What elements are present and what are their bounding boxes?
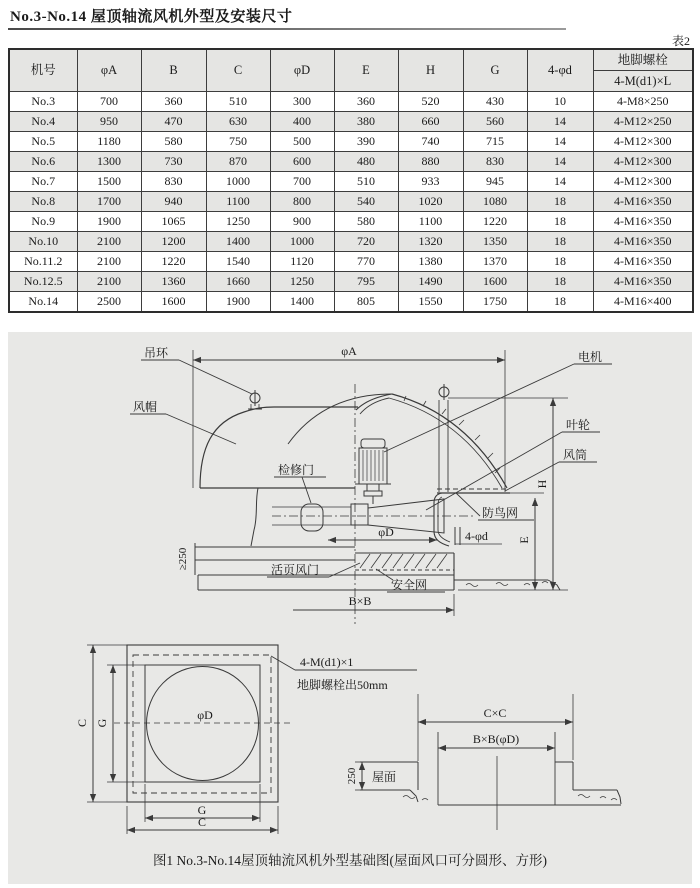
col-header: φD — [270, 49, 334, 92]
table-cell: 4-M16×400 — [593, 292, 693, 313]
table-cell: 18 — [527, 212, 593, 232]
table-cell: 1080 — [463, 192, 527, 212]
table-cell: 1250 — [270, 272, 334, 292]
table-cell: No.4 — [9, 112, 77, 132]
table-cell: 1500 — [77, 172, 141, 192]
label-motor: 电机 — [578, 350, 603, 364]
table-cell: 430 — [463, 92, 527, 112]
col-header: 4-φd — [527, 49, 593, 92]
table-row — [9, 292, 693, 313]
col-header: C — [206, 49, 270, 92]
table-cell: 1490 — [398, 272, 463, 292]
table-cell: 1350 — [463, 232, 527, 252]
table-cell: No.12.5 — [9, 272, 77, 292]
plan-dim-phiD: φD — [197, 708, 213, 722]
table-cell: 830 — [463, 152, 527, 172]
table-cell: No.14 — [9, 292, 77, 313]
table-cell: 14 — [527, 132, 593, 152]
table-cell: 715 — [463, 132, 527, 152]
plan-dim-C-left: C — [75, 718, 89, 728]
table-cell: 700 — [270, 172, 334, 192]
table-row — [9, 212, 693, 232]
table-cell: 10 — [527, 92, 593, 112]
dim-phiA: φA — [341, 344, 357, 358]
table-cell: 4-M12×250 — [593, 112, 693, 132]
table-cell: 2500 — [77, 292, 141, 313]
table-cell: 700 — [77, 92, 141, 112]
table-cell: 18 — [527, 252, 593, 272]
plan-dim-G-bottom: G — [197, 803, 207, 817]
col-header: E — [334, 49, 398, 92]
table-cell: 630 — [206, 112, 270, 132]
table-cell: 770 — [334, 252, 398, 272]
page-title: No.3-No.14 屋顶轴流风机外型及安装尺寸 — [10, 9, 293, 25]
table-cell: 1220 — [463, 212, 527, 232]
table-cell: 1700 — [77, 192, 141, 212]
table-cell: 500 — [270, 132, 334, 152]
table-cell: 1600 — [141, 292, 206, 313]
table-cell: 2100 — [77, 272, 141, 292]
table-cell: No.7 — [9, 172, 77, 192]
table-cell: 830 — [141, 172, 206, 192]
anchor-bolt-spec-label: 4-M(d1)×L — [614, 74, 672, 88]
table-cell: 1180 — [77, 132, 141, 152]
table-cell: 580 — [334, 212, 398, 232]
dimension-table — [8, 48, 694, 313]
table-cell: 1320 — [398, 232, 463, 252]
technical-drawing-panel — [8, 332, 692, 884]
table-cell: 1065 — [141, 212, 206, 232]
table-row — [9, 112, 693, 132]
table-cell: 880 — [398, 152, 463, 172]
table-cell: 1400 — [206, 232, 270, 252]
plan-view — [87, 645, 417, 834]
section-dim-250: 250 — [346, 767, 358, 785]
table-cell: 18 — [527, 272, 593, 292]
table-cell: 1750 — [463, 292, 527, 313]
table-row — [9, 192, 693, 212]
table-cell: 870 — [206, 152, 270, 172]
table-cell: 1370 — [463, 252, 527, 272]
table-cell: 4-M16×350 — [593, 272, 693, 292]
table-row — [9, 232, 693, 252]
label-safety-net: 安全网 — [391, 578, 428, 592]
col-header-anchor-bolt — [593, 49, 693, 92]
col-header: G — [463, 49, 527, 92]
table-cell: 1360 — [141, 272, 206, 292]
dim-4phid: 4-φd — [465, 529, 488, 543]
table-cell: 4-M12×300 — [593, 172, 693, 192]
table-cell: 580 — [141, 132, 206, 152]
table-cell: 300 — [270, 92, 334, 112]
table-cell: 730 — [141, 152, 206, 172]
table-cell: 1250 — [206, 212, 270, 232]
table-cell: 14 — [527, 152, 593, 172]
table-cell: 805 — [334, 292, 398, 313]
label-bird-guard-net: 防鸟网 — [482, 506, 519, 520]
table-cell: 750 — [206, 132, 270, 152]
table-cell: 1550 — [398, 292, 463, 313]
dim-min250: ≥250 — [177, 547, 189, 571]
label-impeller: 叶轮 — [566, 418, 591, 432]
section-dim-BxB-phiD: B×B(φD) — [472, 732, 520, 746]
col-header: B — [141, 49, 206, 92]
table-cell: 4-M16×350 — [593, 212, 693, 232]
table-body — [9, 92, 693, 313]
table-cell: 480 — [334, 152, 398, 172]
table-cell: 1900 — [77, 212, 141, 232]
table-cell: 380 — [334, 112, 398, 132]
table-cell: 18 — [527, 192, 593, 212]
table-cell: No.3 — [9, 92, 77, 112]
table-cell: 4-M16×350 — [593, 192, 693, 212]
table-cell: 2100 — [77, 232, 141, 252]
label-wind-cap: 风帽 — [133, 400, 158, 414]
table-cell: 660 — [398, 112, 463, 132]
table-cell: 1220 — [141, 252, 206, 272]
table-cell: No.5 — [9, 132, 77, 152]
table-cell: No.11.2 — [9, 252, 77, 272]
bolt-note-line2: 地脚螺栓出50mm — [297, 678, 388, 692]
dim-phiD: φD — [378, 525, 394, 539]
section-dim-CxC: C×C — [483, 706, 507, 720]
table-cell: 1600 — [463, 272, 527, 292]
table-cell: 1000 — [206, 172, 270, 192]
table-cell: 1000 — [270, 232, 334, 252]
table-cell: 2100 — [77, 252, 141, 272]
label-inspection-door: 检修门 — [278, 463, 315, 477]
title-rule — [8, 28, 566, 30]
technical-drawing — [8, 332, 692, 884]
table-cell: 540 — [334, 192, 398, 212]
table-cell: No.8 — [9, 192, 77, 212]
table-cell: 800 — [270, 192, 334, 212]
table-cell: 360 — [141, 92, 206, 112]
table-cell: 740 — [398, 132, 463, 152]
table-cell: No.6 — [9, 152, 77, 172]
table-cell: 360 — [334, 92, 398, 112]
table-cell: 400 — [270, 112, 334, 132]
table-cell: 510 — [334, 172, 398, 192]
table-cell: 14 — [527, 172, 593, 192]
dim-BxB: B×B — [348, 594, 372, 608]
table-row — [9, 272, 693, 292]
table-cell: 18 — [527, 232, 593, 252]
table-cell: 510 — [206, 92, 270, 112]
table-cell: 4-M12×300 — [593, 152, 693, 172]
table-row — [9, 132, 693, 152]
section-view-labels — [346, 706, 519, 784]
table-cell: 560 — [463, 112, 527, 132]
table-cell: 4-M8×250 — [593, 92, 693, 112]
bolt-note-line1: 4-M(d1)×1 — [300, 655, 354, 669]
col-header: H — [398, 49, 463, 92]
col-header: φA — [77, 49, 141, 92]
col-header: 机号 — [9, 49, 77, 92]
table-cell: 390 — [334, 132, 398, 152]
table-cell: 4-M12×300 — [593, 132, 693, 152]
table-cell: No.9 — [9, 212, 77, 232]
table-cell: 520 — [398, 92, 463, 112]
table-cell: 470 — [141, 112, 206, 132]
table-cell: 900 — [270, 212, 334, 232]
dim-H: H — [535, 479, 549, 489]
dim-E: E — [517, 536, 531, 544]
table-cell: 945 — [463, 172, 527, 192]
table-cell: 950 — [77, 112, 141, 132]
table-cell: 4-M16×350 — [593, 252, 693, 272]
table-row — [9, 152, 693, 172]
plan-dim-G-left: G — [95, 718, 109, 728]
label-lifting-ring: 吊环 — [144, 346, 169, 360]
table-cell: 1380 — [398, 252, 463, 272]
table-cell: 1540 — [206, 252, 270, 272]
table-cell: 1100 — [398, 212, 463, 232]
table-cell: 720 — [334, 232, 398, 252]
table-cell: 1100 — [206, 192, 270, 212]
table-cell: 1900 — [206, 292, 270, 313]
label-air-duct: 风筒 — [563, 448, 588, 462]
table-cell: 1400 — [270, 292, 334, 313]
section-roof-label: 屋面 — [372, 770, 397, 784]
table-cell: 933 — [398, 172, 463, 192]
table-row — [9, 172, 693, 192]
table-cell: 600 — [270, 152, 334, 172]
table-number-tag: 表2 — [671, 34, 690, 48]
table-cell: 1660 — [206, 272, 270, 292]
table-cell: 14 — [527, 112, 593, 132]
table-cell: 940 — [141, 192, 206, 212]
label-hinged-damper: 活页风门 — [271, 563, 320, 577]
table-cell: 1200 — [141, 232, 206, 252]
table-cell: 795 — [334, 272, 398, 292]
plan-dim-C-bottom: C — [197, 815, 207, 829]
table-cell: 18 — [527, 292, 593, 313]
anchor-bolt-label: 地脚螺栓 — [594, 50, 693, 71]
table-row — [9, 252, 693, 272]
table-cell: 1300 — [77, 152, 141, 172]
table-cell: 1120 — [270, 252, 334, 272]
table-cell: 4-M16×350 — [593, 232, 693, 252]
figure-caption: 图1 No.3-No.14屋顶轴流风机外型基础图(屋面风口可分圆形、方形) — [152, 853, 548, 868]
plan-view-labels — [75, 655, 388, 829]
table-cell: 1020 — [398, 192, 463, 212]
table-row — [9, 92, 693, 112]
table-cell: No.10 — [9, 232, 77, 252]
header-row — [9, 49, 693, 92]
